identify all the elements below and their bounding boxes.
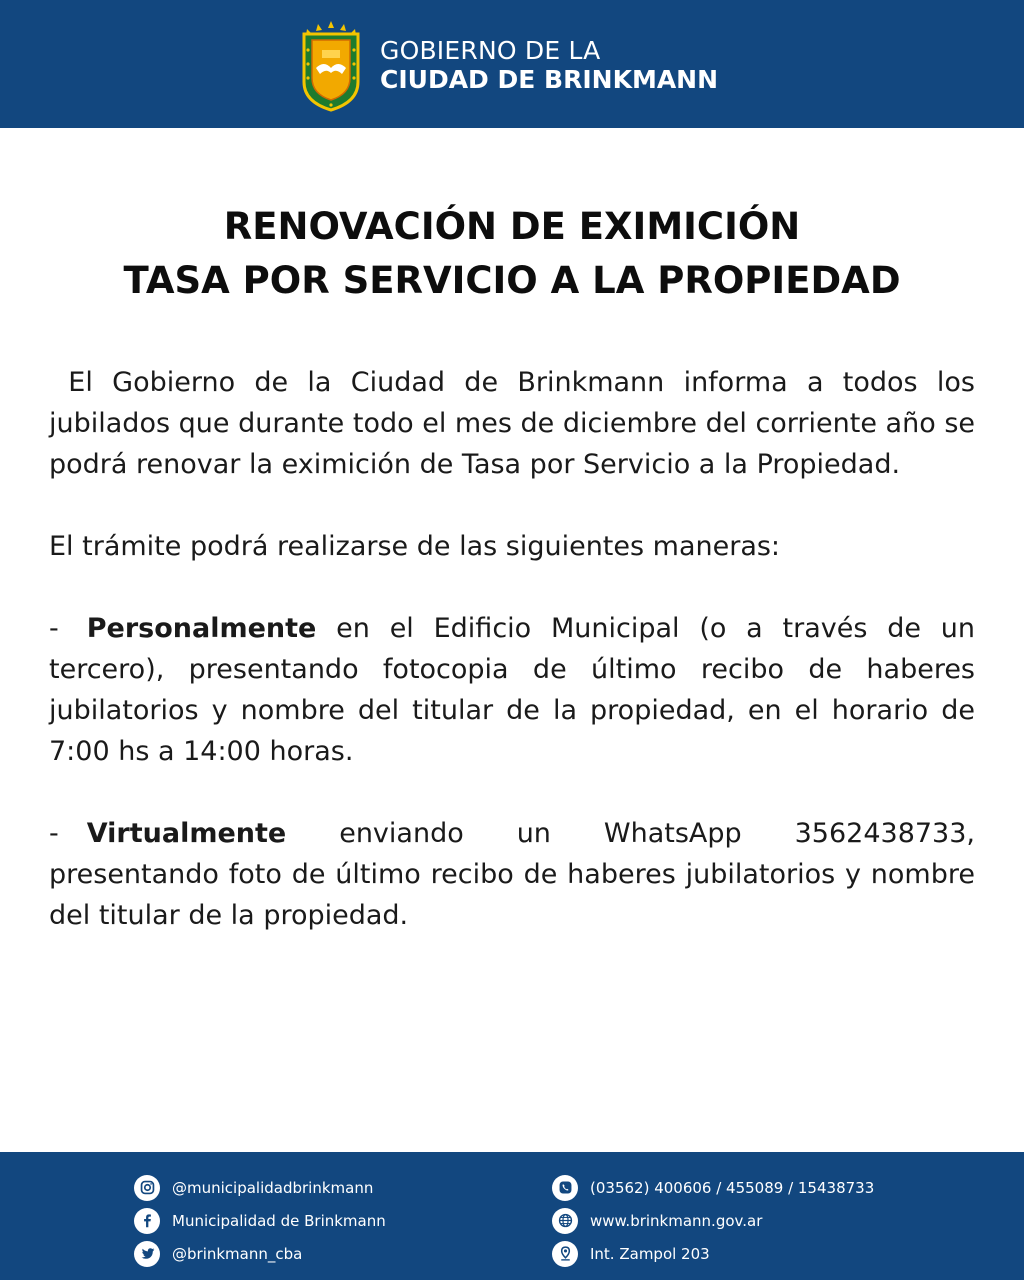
title-line-1: RENOVACIÓN DE EXIMICIÓN <box>223 205 801 248</box>
instagram-handle: @municipalidadbrinkmann <box>172 1178 374 1197</box>
option-virtual-text: enviando un WhatsApp 3562438733, presentando foto de último recibo de haberes jubilatorios y nombre del titular de la propiedad. <box>49 818 975 931</box>
footer-contact-column <box>552 1172 874 1271</box>
footer-address[interactable] <box>552 1238 874 1269</box>
header-text <box>380 37 718 95</box>
footer-social-column <box>134 1172 386 1271</box>
bullet-dash: - <box>49 818 59 849</box>
header-line-1: GOBIERNO DE LA <box>380 36 601 66</box>
footer-website[interactable] <box>552 1205 874 1236</box>
footer-contact-bar <box>0 1152 1024 1280</box>
header-banner <box>0 0 1024 128</box>
street-address: Int. Zampol 203 <box>590 1244 710 1263</box>
intro-paragraph <box>49 362 975 485</box>
globe-icon <box>552 1208 578 1234</box>
footer-instagram[interactable] <box>134 1172 386 1203</box>
option-in-person-label: Personalmente <box>86 613 317 644</box>
option-virtual <box>49 813 975 936</box>
footer-twitter[interactable] <box>134 1238 386 1269</box>
phone-numbers: (03562) 400606 / 455089 / 15438733 <box>590 1178 875 1197</box>
page-title <box>0 200 1024 308</box>
location-pin-icon <box>552 1241 578 1267</box>
option-virtual-label: Virtualmente <box>86 818 287 849</box>
website-url: www.brinkmann.gov.ar <box>590 1211 763 1230</box>
facebook-icon <box>134 1208 160 1234</box>
bullet-dash: - <box>49 613 59 644</box>
instructions-paragraph: El trámite podrá realizarse de las siguientes maneras: <box>49 531 781 562</box>
option-in-person <box>49 608 975 772</box>
city-crest-icon <box>298 20 364 112</box>
title-line-2: TASA POR SERVICIO A LA PROPIEDAD <box>123 259 901 302</box>
instagram-icon <box>134 1175 160 1201</box>
twitter-handle: @brinkmann_cba <box>172 1244 303 1263</box>
intro-text: El Gobierno de la Ciudad de Brinkmann informa a todos los jubilados que durante todo el mes de diciembre del corriente año se podrá renovar la eximición de Tasa por Servicio a la Propiedad. <box>49 367 975 480</box>
announcement-body <box>49 362 975 936</box>
footer-phone[interactable] <box>552 1172 874 1203</box>
phone-icon <box>552 1175 578 1201</box>
footer-facebook[interactable] <box>134 1205 386 1236</box>
twitter-icon <box>134 1241 160 1267</box>
facebook-page: Municipalidad de Brinkmann <box>172 1211 386 1230</box>
header-line-2: CIUDAD DE BRINKMANN <box>380 65 719 94</box>
header-brand <box>298 20 718 112</box>
option-in-person-text: en el Edificio Municipal (o a través de un tercero), presentando fotocopia de último recibo de haberes jubilatorios y nombre del titular de la propiedad, en el horario de 7:00 hs a 14:00 horas. <box>49 613 975 767</box>
